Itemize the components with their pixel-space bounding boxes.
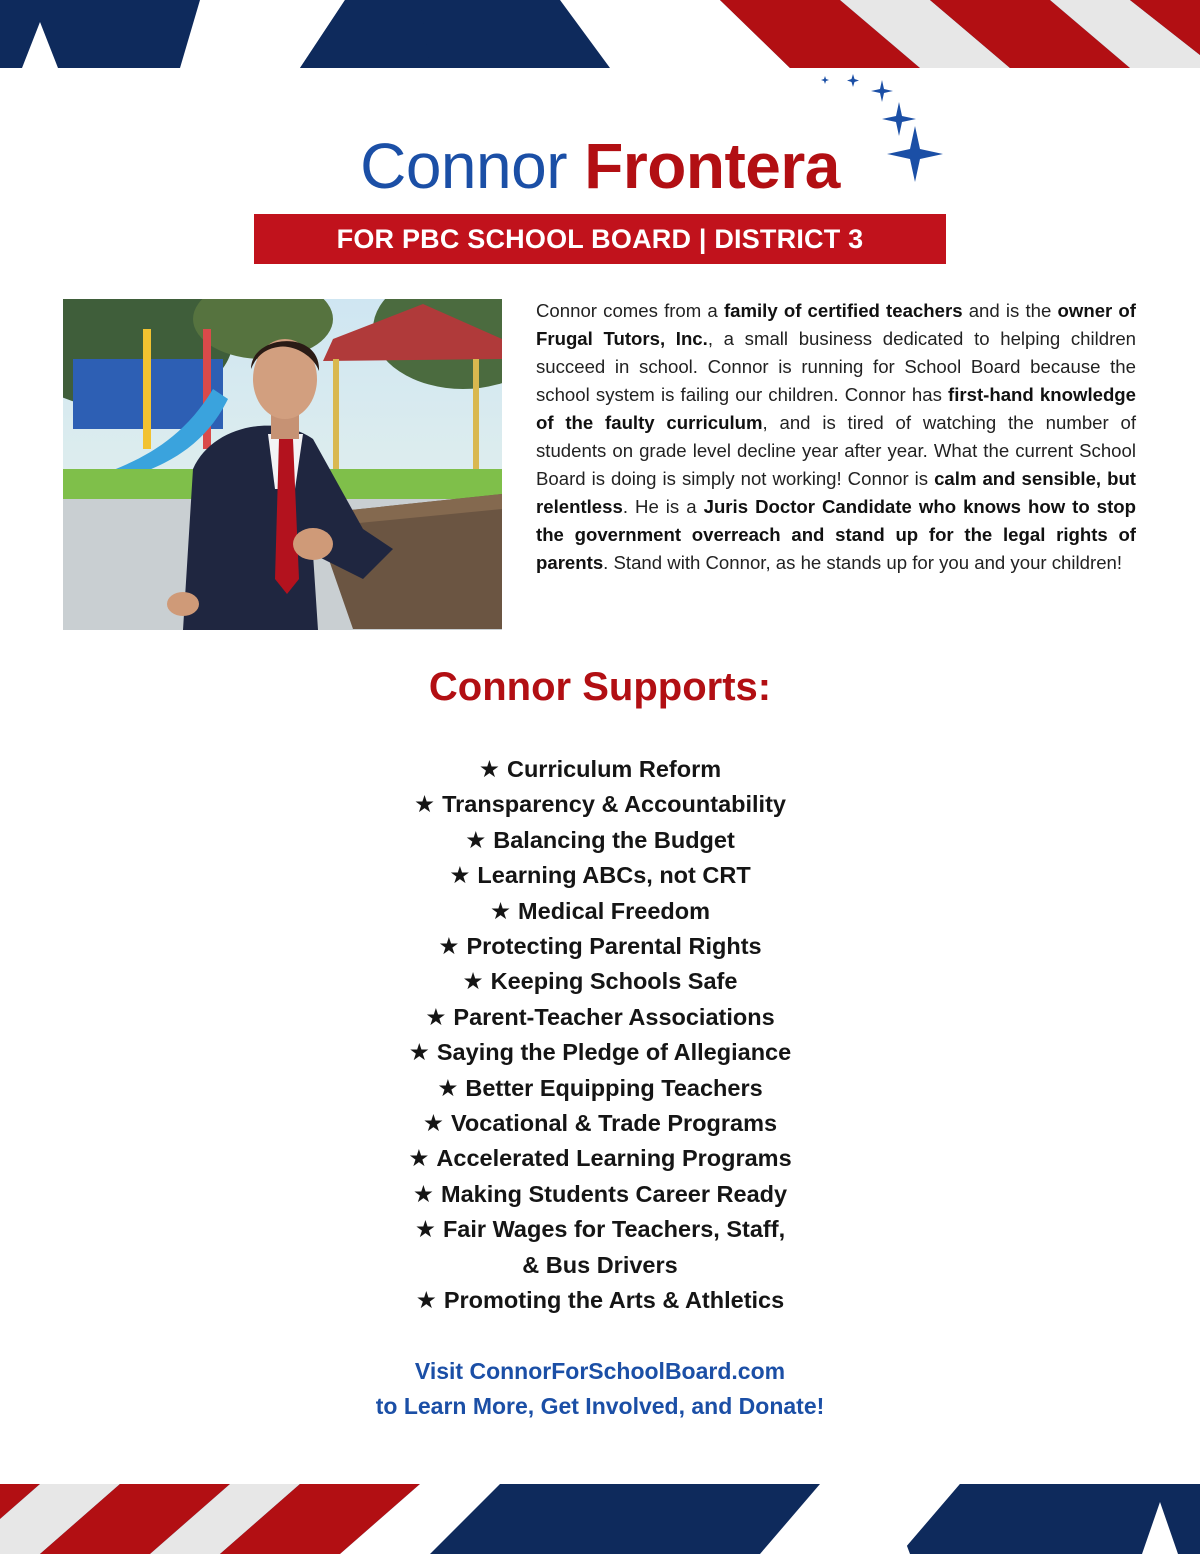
supports-item	[0, 1141, 1200, 1176]
supports-item-label: Better Equipping Teachers	[465, 1074, 763, 1101]
supports-item-label: Fair Wages for Teachers, Staff,	[442, 1216, 786, 1243]
supports-item	[0, 1035, 1200, 1070]
star-icon: ★	[408, 1039, 430, 1066]
supports-item	[0, 1248, 1200, 1283]
supports-item-label: Saying the Pledge of Allegiance	[436, 1039, 792, 1066]
first-name: Connor	[360, 130, 568, 202]
star-icon: ★	[489, 897, 512, 924]
last-name: Frontera	[584, 130, 840, 202]
supports-item-label: Transparency & Accountability	[442, 791, 786, 818]
top-flag-band	[0, 0, 1200, 68]
star-icon: ★	[462, 968, 484, 995]
supports-item	[0, 1071, 1200, 1106]
supports-item	[0, 858, 1200, 893]
footer-call-to-action	[0, 1354, 1200, 1424]
subtitle-text: FOR PBC SCHOOL BOARD | DISTRICT 3	[336, 223, 864, 254]
candidate-name	[0, 128, 1200, 204]
star-icon: ★	[422, 1110, 444, 1137]
supports-heading: Connor Supports:	[428, 665, 772, 709]
supports-item-label: Promoting the Arts & Athletics	[443, 1287, 785, 1314]
supports-item-label: Vocational & Trade Programs	[451, 1110, 778, 1137]
supports-item	[0, 1106, 1200, 1141]
supports-item-label: & Bus Drivers	[522, 1251, 678, 1278]
star-icon: ★	[449, 862, 471, 889]
bottom-flag-band	[0, 1484, 1200, 1554]
star-icon: ★	[412, 1180, 434, 1207]
supports-item	[0, 894, 1200, 929]
bio-highlight: owner of Frugal Tutors, Inc.	[536, 300, 1136, 349]
bio-text: Connor comes from a	[536, 300, 724, 321]
star-icon: ★	[415, 1287, 437, 1314]
supports-item	[0, 1212, 1200, 1247]
supports-item-label: Balancing the Budget	[493, 826, 735, 853]
bio-text: , a small business dedicated to helping children succeed in school. Connor is running for School Board because the school system is failing our children. Connor has	[536, 328, 1136, 405]
bio-highlight: first-hand knowledge of the faulty curriculum	[536, 384, 1137, 433]
bio-highlight: Juris Doctor Candidate who knows how to stop the government overreach and stand up for the legal rights of parents	[536, 496, 1136, 573]
supports-item	[0, 752, 1200, 787]
bio-text: , and is tired of watching the number of students on grade level decline year after year. What the current School Board is doing is simply not working! Connor is	[536, 412, 1137, 489]
star-icon: ★	[478, 756, 500, 782]
supports-item-label: Curriculum Reform	[506, 756, 722, 782]
supports-list	[0, 752, 1200, 1319]
star-icon: ★	[438, 933, 460, 960]
supports-item	[0, 929, 1200, 964]
star-icon: ★	[425, 1003, 447, 1030]
donate-line: to Learn More, Get Involved, and Donate!	[375, 1393, 825, 1419]
supports-item	[0, 787, 1200, 822]
bio-highlight: calm and sensible, but relentless	[536, 468, 1136, 517]
candidate-photo	[63, 299, 502, 630]
supports-item-label: Protecting Parental Rights	[466, 933, 762, 960]
supports-item	[0, 1177, 1200, 1212]
bio-highlight: family of certified teachers	[723, 300, 963, 321]
supports-item-label: Learning ABCs, not CRT	[477, 862, 751, 889]
supports-item	[0, 1283, 1200, 1318]
supports-item	[0, 823, 1200, 858]
star-icon: ★	[408, 1145, 430, 1172]
star-icon: ★	[414, 1216, 436, 1243]
supports-item-label: Medical Freedom	[518, 897, 711, 924]
subtitle-banner	[254, 214, 946, 264]
star-icon: ★	[437, 1074, 459, 1101]
star-icon: ★	[465, 826, 487, 853]
supports-item	[0, 1000, 1200, 1035]
star-icon: ★	[414, 791, 436, 818]
bio-paragraph	[536, 297, 1136, 577]
supports-item	[0, 964, 1200, 999]
supports-item-label: Keeping Schools Safe	[490, 968, 738, 995]
bio-text: . He is a	[622, 496, 704, 517]
supports-item-label: Parent-Teacher Associations	[453, 1003, 775, 1030]
website-line: Visit ConnorForSchoolBoard.com	[414, 1358, 786, 1384]
supports-item-label: Accelerated Learning Programs	[436, 1145, 792, 1172]
supports-item-label: Making Students Career Ready	[441, 1180, 788, 1207]
bio-text: . Stand with Connor, as he stands up for you and your children!	[603, 552, 1123, 573]
bio-text: and is the	[962, 300, 1058, 321]
